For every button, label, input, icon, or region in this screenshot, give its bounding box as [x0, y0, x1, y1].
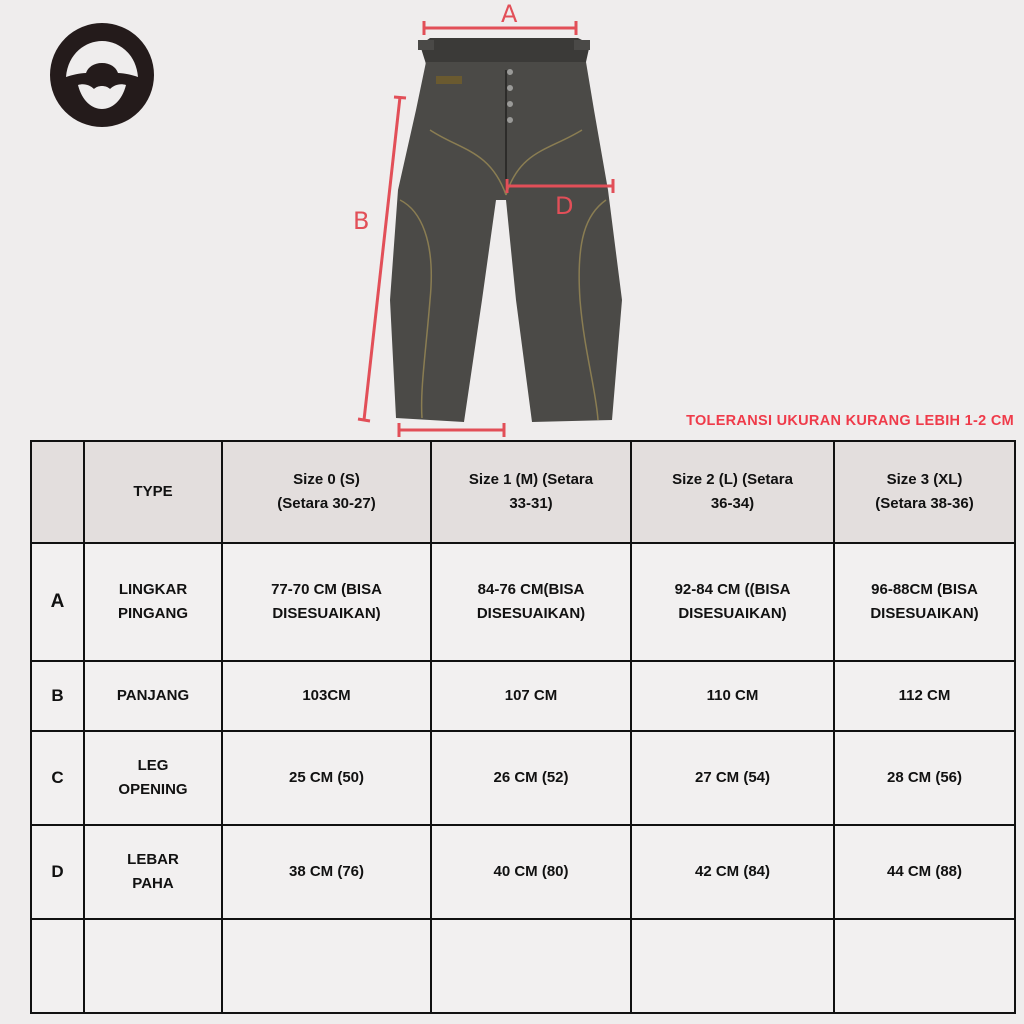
row-type: PANJANG — [84, 661, 222, 731]
row-value — [431, 919, 631, 1013]
jeans-measurement-diagram — [340, 0, 680, 470]
measure-c — [399, 423, 504, 437]
row-value — [631, 919, 834, 1013]
row-value: 107 CM — [431, 661, 631, 731]
header-type-cell: TYPE — [84, 441, 222, 543]
row-value: 25 CM (50) — [222, 731, 431, 825]
row-value: 44 CM (88) — [834, 825, 1015, 919]
row-value: 110 CM — [631, 661, 834, 731]
header-size-1: Size 1 (M) (Setara 33-31) — [431, 441, 631, 543]
size-chart-table — [30, 440, 1016, 1014]
table-row-a — [31, 543, 1015, 661]
row-value: 26 CM (52) — [431, 731, 631, 825]
row-letter — [31, 919, 84, 1013]
row-letter: D — [31, 825, 84, 919]
belt-tab-left — [418, 40, 434, 50]
table-row-c — [31, 731, 1015, 825]
row-value — [222, 919, 431, 1013]
row-value: 84-76 CM(BISA DISESUAIKAN) — [431, 543, 631, 661]
row-type — [84, 919, 222, 1013]
label-d: D — [555, 192, 574, 220]
row-letter: C — [31, 731, 84, 825]
row-value: 96-88CM (BISA DISESUAIKAN) — [834, 543, 1015, 661]
row-value — [834, 919, 1015, 1013]
row-letter: A — [31, 543, 84, 661]
label-a: A — [501, 0, 518, 28]
tolerance-note: TOLERANSI UKURAN KURANG LEBIH 1-2 CM — [686, 413, 1014, 429]
table-row-b — [31, 661, 1015, 731]
header-letter-cell — [31, 441, 84, 543]
header-size-2: Size 2 (L) (Setara 36-34) — [631, 441, 834, 543]
row-type: LEBAR PAHA — [84, 825, 222, 919]
row-value: 28 CM (56) — [834, 731, 1015, 825]
table-row-d — [31, 825, 1015, 919]
row-type: LINGKAR PINGANG — [84, 543, 222, 661]
row-value: 27 CM (54) — [631, 731, 834, 825]
row-letter: B — [31, 661, 84, 731]
row-value: 38 CM (76) — [222, 825, 431, 919]
row-value: 40 CM (80) — [431, 825, 631, 919]
measure-a — [424, 21, 576, 35]
waistband — [420, 38, 590, 64]
brand-logo-icon — [50, 23, 154, 127]
row-type: LEG OPENING — [84, 731, 222, 825]
header-size-0: Size 0 (S) (Setara 30-27) — [222, 441, 431, 543]
belt-tab-right — [574, 40, 590, 50]
row-value: 92-84 CM ((BISA DISESUAIKAN) — [631, 543, 834, 661]
label-b: B — [353, 207, 370, 235]
header-size-3: Size 3 (XL) (Setara 38-36) — [834, 441, 1015, 543]
row-value: 103CM — [222, 661, 431, 731]
table-header-row — [31, 441, 1015, 543]
row-value: 112 CM — [834, 661, 1015, 731]
row-value: 42 CM (84) — [631, 825, 834, 919]
row-value: 77-70 CM (BISA DISESUAIKAN) — [222, 543, 431, 661]
table-row-empty — [31, 919, 1015, 1013]
